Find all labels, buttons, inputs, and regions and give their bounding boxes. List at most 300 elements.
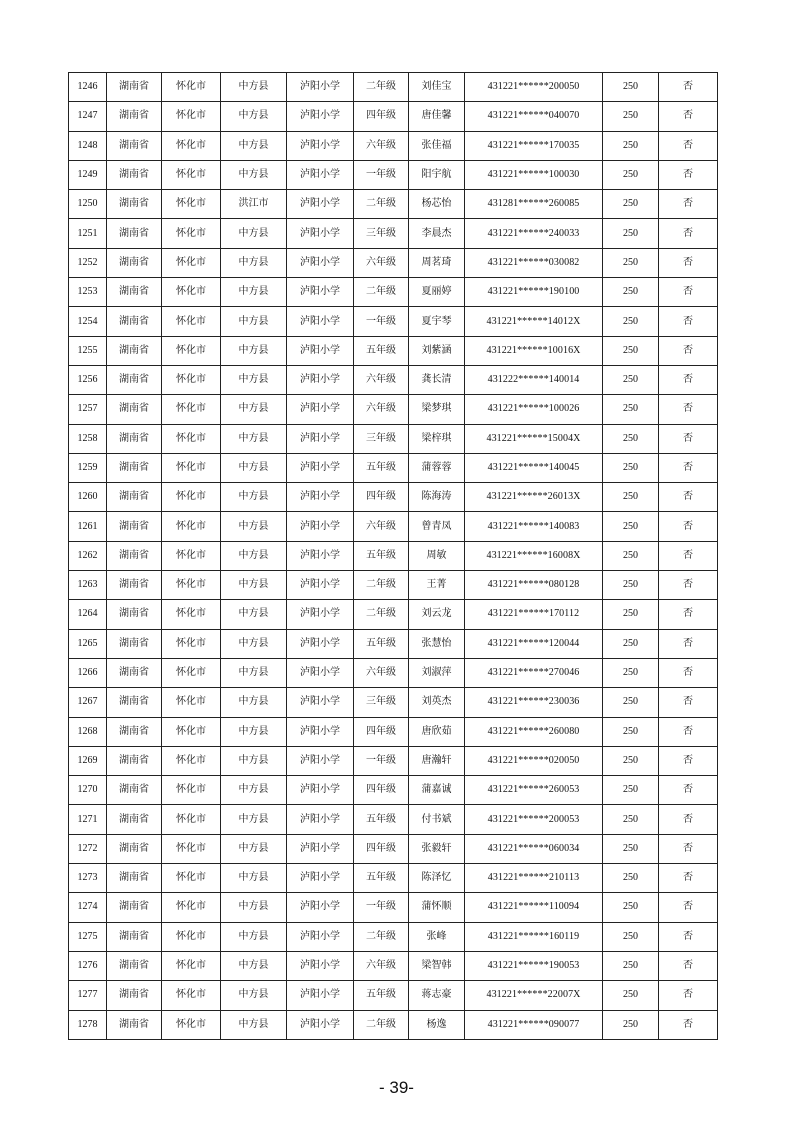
city-cell: 怀化市: [162, 219, 221, 248]
serial-number-cell: 1259: [69, 453, 107, 482]
table-row: [69, 307, 718, 336]
student-name-cell: 夏丽婷: [409, 278, 465, 307]
serial-number-cell: 1273: [69, 864, 107, 893]
status-cell: 否: [659, 512, 718, 541]
id-number-cell: 431221******190100: [465, 278, 603, 307]
status-cell: 否: [659, 1010, 718, 1039]
table-row: [69, 365, 718, 394]
student-name-cell: 李晨杰: [409, 219, 465, 248]
city-cell: 怀化市: [162, 717, 221, 746]
id-number-cell: 431221******210113: [465, 864, 603, 893]
serial-number-cell: 1252: [69, 248, 107, 277]
grade-cell: 六年级: [354, 248, 409, 277]
id-number-cell: 431221******020050: [465, 746, 603, 775]
student-name-cell: 唐瀚轩: [409, 746, 465, 775]
city-cell: 怀化市: [162, 600, 221, 629]
school-cell: 泸阳小学: [287, 219, 354, 248]
grade-cell: 三年级: [354, 219, 409, 248]
county-cell: 中方县: [221, 951, 287, 980]
id-number-cell: 431221******230036: [465, 688, 603, 717]
serial-number-cell: 1269: [69, 746, 107, 775]
school-cell: 泸阳小学: [287, 658, 354, 687]
student-name-cell: 陈海涛: [409, 483, 465, 512]
status-cell: 否: [659, 717, 718, 746]
amount-cell: 250: [603, 834, 659, 863]
status-cell: 否: [659, 219, 718, 248]
grade-cell: 五年级: [354, 864, 409, 893]
county-cell: 中方县: [221, 160, 287, 189]
county-cell: 中方县: [221, 248, 287, 277]
city-cell: 怀化市: [162, 688, 221, 717]
serial-number-cell: 1248: [69, 131, 107, 160]
student-name-cell: 周敏: [409, 541, 465, 570]
serial-number-cell: 1276: [69, 951, 107, 980]
school-cell: 泸阳小学: [287, 453, 354, 482]
province-cell: 湖南省: [107, 278, 162, 307]
status-cell: 否: [659, 893, 718, 922]
amount-cell: 250: [603, 922, 659, 951]
serial-number-cell: 1268: [69, 717, 107, 746]
grade-cell: 六年级: [354, 131, 409, 160]
city-cell: 怀化市: [162, 893, 221, 922]
school-cell: 泸阳小学: [287, 307, 354, 336]
amount-cell: 250: [603, 395, 659, 424]
student-name-cell: 周茗琦: [409, 248, 465, 277]
amount-cell: 250: [603, 453, 659, 482]
grade-cell: 五年级: [354, 541, 409, 570]
city-cell: 怀化市: [162, 395, 221, 424]
amount-cell: 250: [603, 981, 659, 1010]
county-cell: 中方县: [221, 131, 287, 160]
student-name-cell: 张慧怡: [409, 629, 465, 658]
grade-cell: 一年级: [354, 746, 409, 775]
grade-cell: 二年级: [354, 73, 409, 102]
county-cell: 中方县: [221, 629, 287, 658]
province-cell: 湖南省: [107, 102, 162, 131]
amount-cell: 250: [603, 102, 659, 131]
county-cell: 中方县: [221, 102, 287, 131]
school-cell: 泸阳小学: [287, 483, 354, 512]
id-number-cell: 431221******240033: [465, 219, 603, 248]
school-cell: 泸阳小学: [287, 365, 354, 394]
county-cell: 中方县: [221, 73, 287, 102]
province-cell: 湖南省: [107, 307, 162, 336]
amount-cell: 250: [603, 131, 659, 160]
amount-cell: 250: [603, 307, 659, 336]
status-cell: 否: [659, 190, 718, 219]
county-cell: 中方县: [221, 805, 287, 834]
school-cell: 泸阳小学: [287, 395, 354, 424]
grade-cell: 二年级: [354, 190, 409, 219]
serial-number-cell: 1267: [69, 688, 107, 717]
province-cell: 湖南省: [107, 365, 162, 394]
id-number-cell: 431221******26013X: [465, 483, 603, 512]
serial-number-cell: 1255: [69, 336, 107, 365]
id-number-cell: 431221******270046: [465, 658, 603, 687]
status-cell: 否: [659, 365, 718, 394]
id-number-cell: 431221******22007X: [465, 981, 603, 1010]
table-row: [69, 336, 718, 365]
city-cell: 怀化市: [162, 571, 221, 600]
city-cell: 怀化市: [162, 512, 221, 541]
city-cell: 怀化市: [162, 1010, 221, 1039]
amount-cell: 250: [603, 73, 659, 102]
student-name-cell: 梁梓琪: [409, 424, 465, 453]
county-cell: 中方县: [221, 307, 287, 336]
province-cell: 湖南省: [107, 922, 162, 951]
province-cell: 湖南省: [107, 424, 162, 453]
table-row: [69, 776, 718, 805]
city-cell: 怀化市: [162, 278, 221, 307]
grade-cell: 四年级: [354, 776, 409, 805]
province-cell: 湖南省: [107, 629, 162, 658]
status-cell: 否: [659, 864, 718, 893]
student-name-cell: 刘英杰: [409, 688, 465, 717]
id-number-cell: 431221******090077: [465, 1010, 603, 1039]
status-cell: 否: [659, 629, 718, 658]
serial-number-cell: 1251: [69, 219, 107, 248]
county-cell: 中方县: [221, 278, 287, 307]
serial-number-cell: 1265: [69, 629, 107, 658]
province-cell: 湖南省: [107, 951, 162, 980]
province-cell: 湖南省: [107, 864, 162, 893]
school-cell: 泸阳小学: [287, 541, 354, 570]
county-cell: 中方县: [221, 658, 287, 687]
serial-number-cell: 1266: [69, 658, 107, 687]
table-row: [69, 834, 718, 863]
table-row: [69, 102, 718, 131]
grade-cell: 六年级: [354, 658, 409, 687]
table-row: [69, 395, 718, 424]
county-cell: 中方县: [221, 600, 287, 629]
school-cell: 泸阳小学: [287, 424, 354, 453]
school-cell: 泸阳小学: [287, 864, 354, 893]
status-cell: 否: [659, 600, 718, 629]
city-cell: 怀化市: [162, 629, 221, 658]
id-number-cell: 431221******16008X: [465, 541, 603, 570]
province-cell: 湖南省: [107, 190, 162, 219]
id-number-cell: 431221******200050: [465, 73, 603, 102]
table-row: [69, 190, 718, 219]
status-cell: 否: [659, 483, 718, 512]
serial-number-cell: 1246: [69, 73, 107, 102]
county-cell: 中方县: [221, 424, 287, 453]
serial-number-cell: 1254: [69, 307, 107, 336]
serial-number-cell: 1250: [69, 190, 107, 219]
id-number-cell: 431221******170112: [465, 600, 603, 629]
serial-number-cell: 1270: [69, 776, 107, 805]
grade-cell: 五年级: [354, 805, 409, 834]
id-number-cell: 431221******030082: [465, 248, 603, 277]
table-row: [69, 658, 718, 687]
county-cell: 中方县: [221, 776, 287, 805]
status-cell: 否: [659, 248, 718, 277]
id-number-cell: 431221******15004X: [465, 424, 603, 453]
county-cell: 中方县: [221, 864, 287, 893]
county-cell: 中方县: [221, 717, 287, 746]
province-cell: 湖南省: [107, 512, 162, 541]
school-cell: 泸阳小学: [287, 278, 354, 307]
student-name-cell: 蒋志豪: [409, 981, 465, 1010]
student-name-cell: 杨逸: [409, 1010, 465, 1039]
status-cell: 否: [659, 278, 718, 307]
city-cell: 怀化市: [162, 248, 221, 277]
serial-number-cell: 1257: [69, 395, 107, 424]
student-roster-table: [68, 72, 718, 1040]
roster-body: [69, 73, 718, 1040]
grade-cell: 二年级: [354, 571, 409, 600]
province-cell: 湖南省: [107, 131, 162, 160]
table-row: [69, 746, 718, 775]
school-cell: 泸阳小学: [287, 746, 354, 775]
county-cell: 中方县: [221, 1010, 287, 1039]
county-cell: 洪江市: [221, 190, 287, 219]
province-cell: 湖南省: [107, 541, 162, 570]
student-name-cell: 张佳福: [409, 131, 465, 160]
status-cell: 否: [659, 395, 718, 424]
table-row: [69, 805, 718, 834]
province-cell: 湖南省: [107, 981, 162, 1010]
serial-number-cell: 1278: [69, 1010, 107, 1039]
amount-cell: 250: [603, 805, 659, 834]
id-number-cell: 431221******080128: [465, 571, 603, 600]
grade-cell: 五年级: [354, 453, 409, 482]
grade-cell: 六年级: [354, 395, 409, 424]
serial-number-cell: 1260: [69, 483, 107, 512]
status-cell: 否: [659, 160, 718, 189]
grade-cell: 二年级: [354, 278, 409, 307]
school-cell: 泸阳小学: [287, 629, 354, 658]
amount-cell: 250: [603, 365, 659, 394]
amount-cell: 250: [603, 541, 659, 570]
table-row: [69, 981, 718, 1010]
grade-cell: 三年级: [354, 424, 409, 453]
city-cell: 怀化市: [162, 336, 221, 365]
city-cell: 怀化市: [162, 746, 221, 775]
amount-cell: 250: [603, 190, 659, 219]
city-cell: 怀化市: [162, 864, 221, 893]
student-name-cell: 蒲嘉诚: [409, 776, 465, 805]
school-cell: 泸阳小学: [287, 102, 354, 131]
status-cell: 否: [659, 307, 718, 336]
status-cell: 否: [659, 951, 718, 980]
student-name-cell: 龚长清: [409, 365, 465, 394]
serial-number-cell: 1261: [69, 512, 107, 541]
city-cell: 怀化市: [162, 541, 221, 570]
amount-cell: 250: [603, 278, 659, 307]
county-cell: 中方县: [221, 571, 287, 600]
county-cell: 中方县: [221, 893, 287, 922]
status-cell: 否: [659, 658, 718, 687]
province-cell: 湖南省: [107, 805, 162, 834]
serial-number-cell: 1263: [69, 571, 107, 600]
grade-cell: 四年级: [354, 834, 409, 863]
city-cell: 怀化市: [162, 307, 221, 336]
student-name-cell: 付书斌: [409, 805, 465, 834]
school-cell: 泸阳小学: [287, 336, 354, 365]
province-cell: 湖南省: [107, 658, 162, 687]
id-number-cell: 431281******260085: [465, 190, 603, 219]
student-name-cell: 蒲蓉蓉: [409, 453, 465, 482]
province-cell: 湖南省: [107, 395, 162, 424]
student-name-cell: 杨芯怡: [409, 190, 465, 219]
table-row: [69, 864, 718, 893]
school-cell: 泸阳小学: [287, 717, 354, 746]
status-cell: 否: [659, 746, 718, 775]
serial-number-cell: 1271: [69, 805, 107, 834]
id-number-cell: 431221******110094: [465, 893, 603, 922]
city-cell: 怀化市: [162, 453, 221, 482]
province-cell: 湖南省: [107, 776, 162, 805]
province-cell: 湖南省: [107, 73, 162, 102]
city-cell: 怀化市: [162, 951, 221, 980]
id-number-cell: 431221******140083: [465, 512, 603, 541]
school-cell: 泸阳小学: [287, 1010, 354, 1039]
province-cell: 湖南省: [107, 160, 162, 189]
county-cell: 中方县: [221, 365, 287, 394]
city-cell: 怀化市: [162, 981, 221, 1010]
id-number-cell: 431221******100026: [465, 395, 603, 424]
amount-cell: 250: [603, 160, 659, 189]
status-cell: 否: [659, 336, 718, 365]
school-cell: 泸阳小学: [287, 805, 354, 834]
province-cell: 湖南省: [107, 834, 162, 863]
school-cell: 泸阳小学: [287, 834, 354, 863]
amount-cell: 250: [603, 1010, 659, 1039]
county-cell: 中方县: [221, 834, 287, 863]
school-cell: 泸阳小学: [287, 248, 354, 277]
id-number-cell: 431222******140014: [465, 365, 603, 394]
county-cell: 中方县: [221, 512, 287, 541]
table-row: [69, 512, 718, 541]
id-number-cell: 431221******140045: [465, 453, 603, 482]
table-row: [69, 571, 718, 600]
province-cell: 湖南省: [107, 717, 162, 746]
city-cell: 怀化市: [162, 834, 221, 863]
grade-cell: 一年级: [354, 307, 409, 336]
serial-number-cell: 1272: [69, 834, 107, 863]
id-number-cell: 431221******040070: [465, 102, 603, 131]
grade-cell: 一年级: [354, 893, 409, 922]
amount-cell: 250: [603, 336, 659, 365]
grade-cell: 六年级: [354, 512, 409, 541]
county-cell: 中方县: [221, 219, 287, 248]
grade-cell: 二年级: [354, 600, 409, 629]
amount-cell: 250: [603, 951, 659, 980]
status-cell: 否: [659, 131, 718, 160]
status-cell: 否: [659, 102, 718, 131]
city-cell: 怀化市: [162, 424, 221, 453]
amount-cell: 250: [603, 658, 659, 687]
student-name-cell: 梁智韩: [409, 951, 465, 980]
amount-cell: 250: [603, 688, 659, 717]
student-name-cell: 梁梦琪: [409, 395, 465, 424]
school-cell: 泸阳小学: [287, 951, 354, 980]
grade-cell: 五年级: [354, 981, 409, 1010]
id-number-cell: 431221******10016X: [465, 336, 603, 365]
table-row: [69, 73, 718, 102]
amount-cell: 250: [603, 248, 659, 277]
province-cell: 湖南省: [107, 219, 162, 248]
province-cell: 湖南省: [107, 336, 162, 365]
city-cell: 怀化市: [162, 922, 221, 951]
table-row: [69, 453, 718, 482]
table-row: [69, 629, 718, 658]
serial-number-cell: 1249: [69, 160, 107, 189]
city-cell: 怀化市: [162, 160, 221, 189]
province-cell: 湖南省: [107, 746, 162, 775]
status-cell: 否: [659, 981, 718, 1010]
table-row: [69, 688, 718, 717]
student-name-cell: 张峰: [409, 922, 465, 951]
student-name-cell: 刘淑萍: [409, 658, 465, 687]
student-name-cell: 刘佳宝: [409, 73, 465, 102]
grade-cell: 四年级: [354, 102, 409, 131]
school-cell: 泸阳小学: [287, 73, 354, 102]
amount-cell: 250: [603, 219, 659, 248]
table-row: [69, 131, 718, 160]
school-cell: 泸阳小学: [287, 922, 354, 951]
id-number-cell: 431221******260053: [465, 776, 603, 805]
table-row: [69, 483, 718, 512]
province-cell: 湖南省: [107, 1010, 162, 1039]
grade-cell: 四年级: [354, 483, 409, 512]
serial-number-cell: 1256: [69, 365, 107, 394]
serial-number-cell: 1258: [69, 424, 107, 453]
county-cell: 中方县: [221, 981, 287, 1010]
grade-cell: 二年级: [354, 1010, 409, 1039]
city-cell: 怀化市: [162, 73, 221, 102]
province-cell: 湖南省: [107, 600, 162, 629]
amount-cell: 250: [603, 600, 659, 629]
city-cell: 怀化市: [162, 190, 221, 219]
serial-number-cell: 1274: [69, 893, 107, 922]
school-cell: 泸阳小学: [287, 190, 354, 219]
student-name-cell: 张毅轩: [409, 834, 465, 863]
school-cell: 泸阳小学: [287, 131, 354, 160]
province-cell: 湖南省: [107, 453, 162, 482]
table-row: [69, 278, 718, 307]
grade-cell: 四年级: [354, 717, 409, 746]
school-cell: 泸阳小学: [287, 571, 354, 600]
serial-number-cell: 1277: [69, 981, 107, 1010]
province-cell: 湖南省: [107, 893, 162, 922]
school-cell: 泸阳小学: [287, 160, 354, 189]
table-row: [69, 717, 718, 746]
school-cell: 泸阳小学: [287, 512, 354, 541]
student-name-cell: 阳宇航: [409, 160, 465, 189]
status-cell: 否: [659, 834, 718, 863]
city-cell: 怀化市: [162, 658, 221, 687]
grade-cell: 六年级: [354, 951, 409, 980]
amount-cell: 250: [603, 776, 659, 805]
province-cell: 湖南省: [107, 483, 162, 512]
province-cell: 湖南省: [107, 688, 162, 717]
serial-number-cell: 1253: [69, 278, 107, 307]
id-number-cell: 431221******120044: [465, 629, 603, 658]
school-cell: 泸阳小学: [287, 981, 354, 1010]
province-cell: 湖南省: [107, 571, 162, 600]
status-cell: 否: [659, 571, 718, 600]
grade-cell: 一年级: [354, 160, 409, 189]
amount-cell: 250: [603, 746, 659, 775]
status-cell: 否: [659, 805, 718, 834]
status-cell: 否: [659, 922, 718, 951]
status-cell: 否: [659, 453, 718, 482]
serial-number-cell: 1264: [69, 600, 107, 629]
amount-cell: 250: [603, 864, 659, 893]
city-cell: 怀化市: [162, 365, 221, 394]
